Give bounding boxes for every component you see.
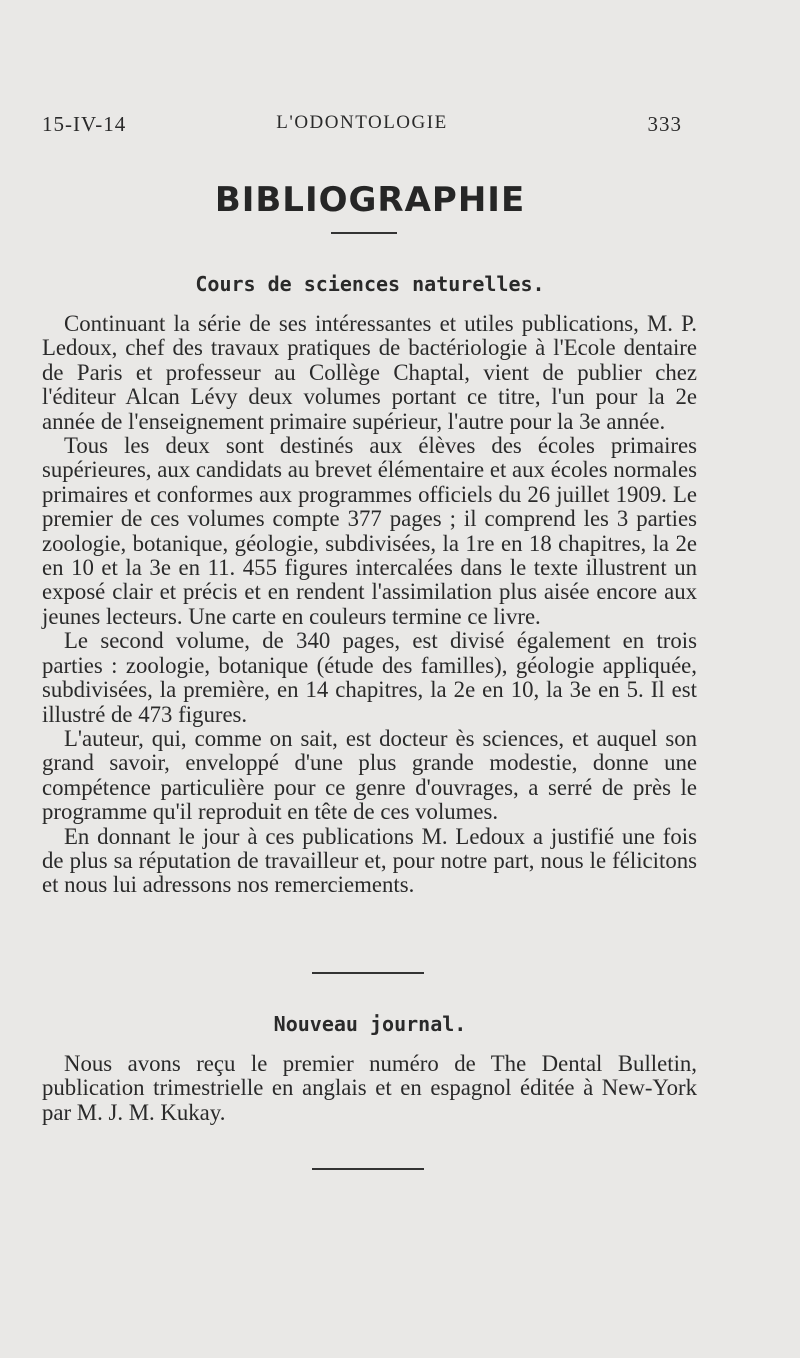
section-divider bbox=[312, 972, 424, 974]
paragraph: Continuant la série de ses intéressantes et utiles publications, M. P. Ledoux, chef des travaux pratiques de bactériologie à l'Ecole dentaire de Paris et professeur au Collège Chaptal, vient de publier chez l'éditeur Alcan Lévy deux volumes portant ce titre, l'un pour la 2e année de l'enseignement primaire supérieur, l'autre pour la 3e année. bbox=[42, 311, 697, 434]
section-heading-cours: Cours de sciences naturelles. bbox=[195, 272, 545, 296]
end-divider bbox=[312, 1168, 424, 1170]
paragraph: Nous avons reçu le premier numéro de The Dental Bulletin, publication trimestrielle en anglais et en espagnol éditée à New-York par M. J. M. Kukay. bbox=[42, 1051, 697, 1125]
paragraph: L'auteur, qui, comme on sait, est docteur ès sciences, et auquel son grand savoir, enveloppé d'une plus grande modestie, donne une compétence particulière pour ce genre d'ouvrages, a serré de près le programme qu'il reproduit en tête de ces volumes. bbox=[42, 725, 697, 825]
page-title: BIBLIOGRAPHIE bbox=[214, 180, 526, 220]
title-divider bbox=[331, 232, 397, 234]
paragraph: En donnant le jour à ces publications M. Ledoux a justifié une fois de plus sa réputation de travailleur et, pour notre part, nous le félicitons et nous lui adressons nos remerciements. bbox=[42, 823, 697, 898]
journal-name: L'ODONTOLOGIE bbox=[276, 112, 448, 133]
section-heading-nouveau: Nouveau journal. bbox=[273, 1012, 467, 1036]
paragraph: Tous les deux sont destinés aux élèves des écoles primaires supérieures, aux candidats au brevet élémentaire et aux écoles normales primaires et conformes aux programmes officiels du 26 juillet 1909. Le premier de ces volumes compte 377 pages ; il comprend les 3 parties zoologie, botanique, géologie, subdivisées, la 1re en 18 chapitres, la 2e en 10 et la 3e en 11. 455 figures intercalées dans le texte illustrent un exposé clair et précis et en rendent l'assimilation plus aisée encore aux jeunes lecteurs. Une carte en couleurs termine ce livre. bbox=[42, 433, 697, 629]
issue-date: 15-IV-14 bbox=[42, 112, 127, 136]
section-body-cours bbox=[42, 312, 697, 898]
page-number: 333 bbox=[647, 112, 682, 136]
paragraph: Le second volume, de 340 pages, est divisé également en trois parties : zoologie, botanique (étude des familles), géologie appliquée, subdivisées, la première, en 14 chapitres, la 2e en 10, la 3e en 5. Il est illustré de 473 figures. bbox=[42, 628, 697, 727]
section-body-nouveau bbox=[42, 1052, 697, 1125]
